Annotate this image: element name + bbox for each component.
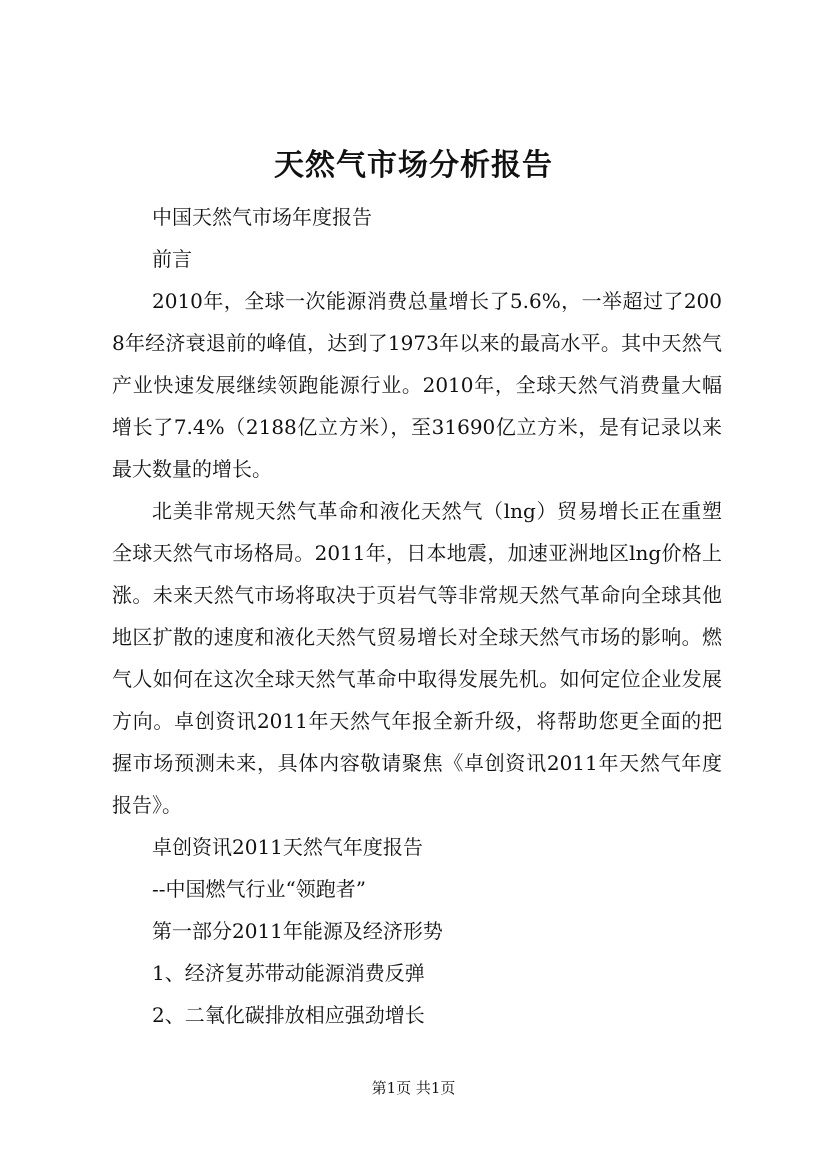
paragraph-report-name: 卓创资讯2011天然气年度报告 (152, 835, 423, 859)
list-item: 1、经济复苏带动能源消费反弹 (152, 961, 425, 985)
paragraph-intro: 2010年，全球一次能源消费总量增长了5.6%，一举超过了2008年经济衰退前的峰值，达到了1973年以来的最高水平。其中天然气产业快速发展继续领跑能源行业。2010年，全球天然气消费量大幅增长了7.4%（2188亿立方米），至31690亿立方米，是有记录以来最大数量的增长。 (112, 289, 722, 481)
document-body (112, 196, 722, 1036)
section-heading-part-one: 第一部分2011年能源及经济形势 (152, 919, 443, 943)
paragraph-subtitle: 中国天然气市场年度报告 (152, 205, 372, 229)
page-number-footer: 第1页 共1页 (371, 1079, 456, 1097)
document-title: 天然气市场分析报告 (274, 148, 553, 183)
list-item: 2、二氧化碳排放相应强劲增长 (152, 1003, 425, 1027)
paragraph-market-outlook: 北美非常规天然气革命和液化天然气（lng）贸易增长正在重塑全球天然气市场格局。2011年，日本地震，加速亚洲地区lng价格上涨。未来天然气市场将取决于页岩气等非常规天然气革命向全球其他地区扩散的速度和液化天然气贸易增长对全球天然气市场的影响。燃气人如何在这次全球天然气革命中取得发展先机。如何定位企业发展方向。卓创资讯2011年天然气年报全新升级，将帮助您更全面的把握市场预测未来，具体内容敬请聚焦《卓创资讯2011年天然气年度报告》。 (112, 499, 722, 817)
paragraph-tagline: --中国燃气行业“领跑者” (152, 877, 366, 901)
paragraph-preface-heading: 前言 (152, 247, 192, 271)
